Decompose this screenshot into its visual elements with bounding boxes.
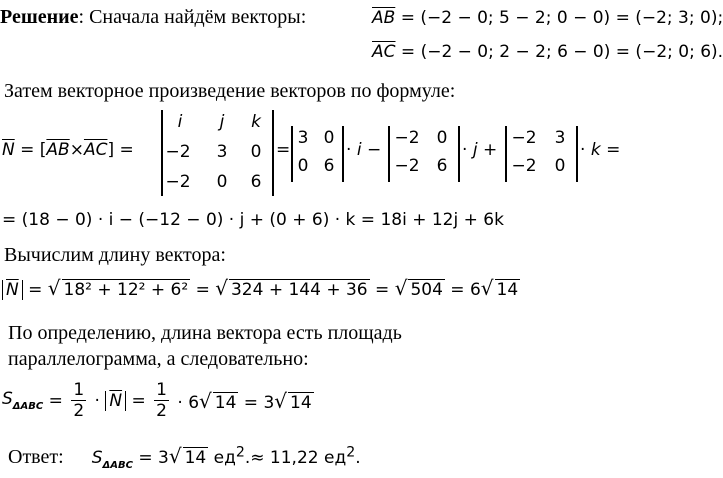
det-i-left-bar (291, 126, 293, 182)
area-coef: 6 (188, 392, 200, 413)
vector-ab-expr: (−2 − 0; 5 − 2; 0 − 0) = (−2; 3; 0); (420, 8, 723, 28)
det-j-right-bar (458, 126, 460, 182)
det-k-left-bar (505, 126, 507, 182)
det-j-left-bar (388, 126, 390, 182)
answer-unit-2: ед (324, 448, 347, 468)
det3-right-bar (272, 110, 274, 196)
answer-line: Ответ: $S_{\Delta ABC} = 3√$ 14 $ед^2.\approx 11,22$ $ед^2$. (8, 444, 361, 471)
sqrt-sum-values: 324 + 144 + 36 (230, 280, 368, 300)
term-k: · k = (580, 140, 621, 160)
answer-coef: 3 (158, 448, 169, 468)
solution-label: Решение (0, 6, 79, 28)
area-equation: $S_{\Delta ABC}$ = $\frac{1}{2}$ · $\overline{N}$ = $\frac{1}{2}$ · 6√ 14 = 3√ 14 (2, 380, 312, 421)
answer-label: Ответ: (8, 446, 64, 468)
eq-sign-1: = (276, 140, 291, 160)
det-i-right-bar (342, 126, 344, 182)
det-j-cell: 0 (436, 128, 448, 148)
det-i-cell: 0 (297, 156, 309, 176)
det3-cell: 6 (250, 172, 262, 192)
length-equation: $\overline{N}$ = √ 18² + 12² + 6² = √ 324 + 144 + 36 = √ 504 = 6√ 14 (2, 276, 520, 300)
det3-k: k (251, 112, 261, 132)
fraction-half-1: $\frac{1}{2}$ (73, 380, 85, 421)
det-j-cell: 6 (436, 156, 448, 176)
term-i: · i − (346, 140, 382, 160)
length-intro: Вычислим длину вектора: (4, 244, 226, 266)
vector-ab-line: $\overline{AB} = (-2 - 0$; 5 − 2; 0 − 0) = (−2; 3; 0); (372, 8, 723, 28)
expansion-result: = (18 − 0) · i − (−12 − 0) · j + (0 + 6) · k = 18i + 12j + 6k (2, 210, 504, 230)
line-1 (0, 6, 306, 29)
answer-unit: ед (213, 448, 236, 468)
vector-ab: $\overline{AB}$ (372, 8, 396, 28)
det3-j: j (219, 112, 225, 132)
vector-ac: $\overline{AC}$ (372, 42, 396, 62)
answer-root: 14 (184, 448, 207, 468)
sqrt-total: 504 (410, 280, 443, 300)
cross-product-lhs: $\overline{N} = [\overline{AB}\times\overline{AC}]$ = (2, 140, 134, 160)
formula-intro: Затем векторное произведение векторов по формуле: (4, 80, 456, 102)
det-i-cell: 6 (323, 156, 335, 176)
area-result-root: 14 (290, 392, 312, 413)
det-i-cell: 0 (323, 128, 335, 148)
vector-ac-expr: (−2 − 0; 2 − 2; 6 − 0) = (−2; 0; 6). (420, 42, 723, 62)
det-k-cell: −2 (511, 156, 537, 176)
det3-cell: 3 (216, 142, 228, 162)
definition-text-1: По определению, длина вектора есть площадь (8, 322, 402, 344)
det-k-right-bar (576, 126, 578, 182)
length-root: 14 (496, 280, 519, 300)
definition-text-2: параллелограмма, а следовательно: (8, 348, 309, 370)
det3-cell: −2 (165, 172, 191, 192)
det-k-cell: 3 (554, 128, 566, 148)
sqrt-sum-squares: 18² + 12² + 6² (63, 280, 189, 300)
det-k-cell: −2 (511, 128, 537, 148)
det-i-cell: 3 (297, 128, 309, 148)
det3-i: i (177, 112, 183, 132)
det3-cell: −2 (165, 142, 191, 162)
answer-approx: 11,22 (269, 448, 319, 468)
intro-text: : Сначала найдём векторы: (78, 6, 307, 28)
vector-ac-line: $\overline{AC} = (-2 - 0$; 2 − 2; 6 − 0) = (−2; 0; 6). (372, 42, 723, 62)
fraction-half-2: $\frac{1}{2}$ (156, 380, 167, 421)
det-j-cell: −2 (394, 128, 420, 148)
det3-cell: 0 (216, 172, 228, 192)
det-k-cell: 0 (554, 156, 566, 176)
det3-cell: 0 (250, 142, 262, 162)
term-j: · j + (462, 140, 498, 160)
area-result-coef: 3 (263, 392, 275, 413)
length-coef: 6 (469, 280, 481, 300)
det-j-cell: −2 (394, 156, 420, 176)
area-root: 14 (214, 392, 237, 413)
